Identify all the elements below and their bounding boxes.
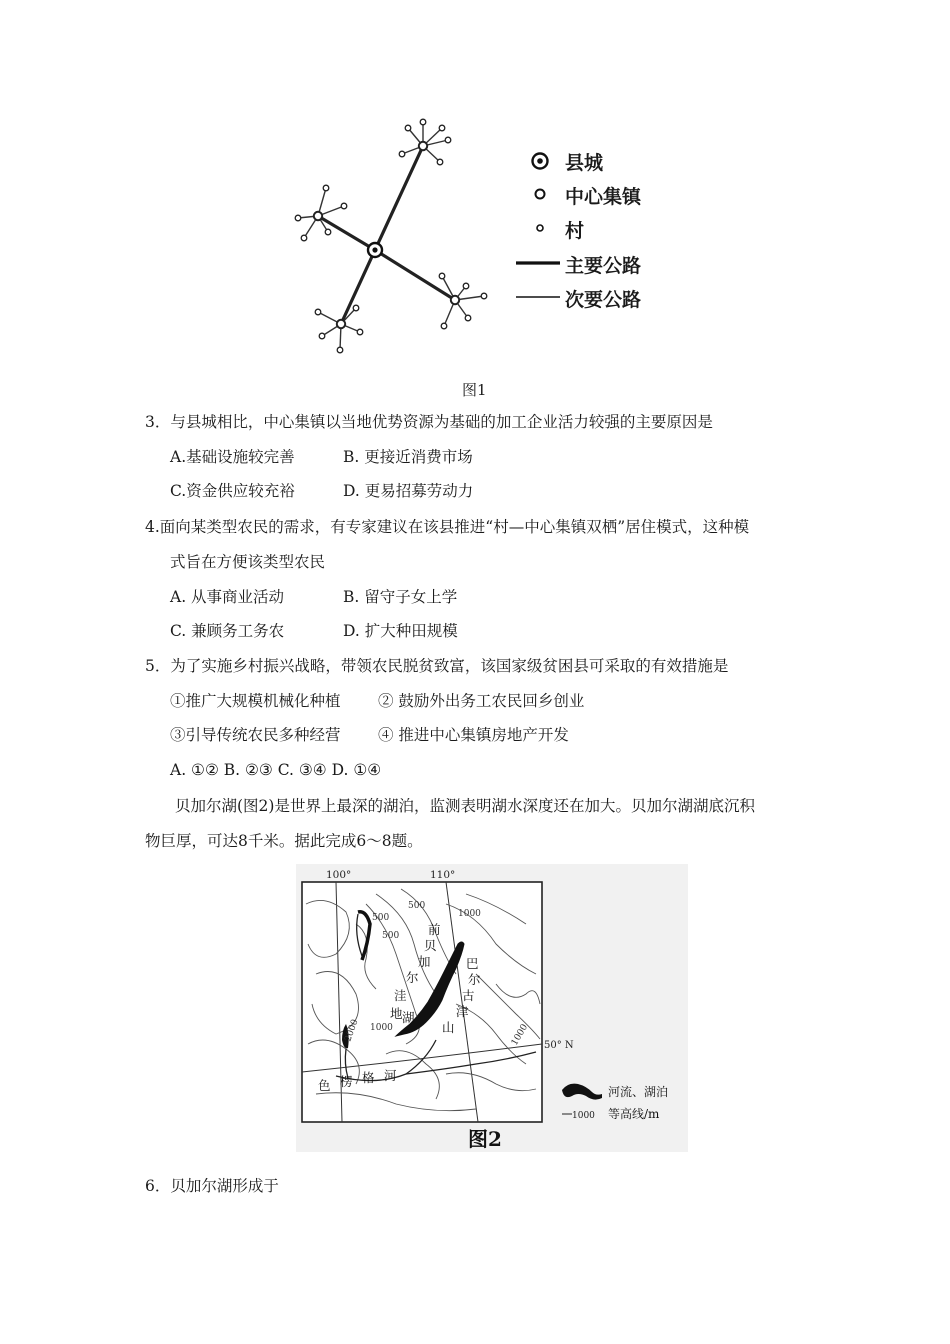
main-road-icon [516, 259, 560, 267]
central-town-ne [419, 142, 427, 150]
lat-50-label: 50° N [544, 1040, 574, 1051]
label-gu: 古 [462, 988, 475, 1003]
q4-option-d: D. 扩大种田规模 [343, 622, 458, 640]
q5-item-4: ④ 推进中心集镇房地产开发 [378, 726, 569, 744]
legend-village: 村 [565, 220, 585, 242]
label-di: 地 [390, 1006, 403, 1021]
q3-stem: 3．与县城相比，中心集镇以当地优势资源为基础的加工企业活力较强的主要原因是 [145, 413, 713, 431]
secondary-road-icon [516, 293, 560, 301]
figure1-caption: 图1 [462, 381, 487, 399]
label-ge: 格 [362, 1070, 375, 1085]
river-lake-legend-icon [562, 1084, 602, 1100]
village-icon [534, 222, 546, 234]
q4-stem-line2: 式旨在方便该类型农民 [170, 553, 326, 571]
lon-100-label: 100° [326, 869, 352, 881]
label-bei: 贝 [424, 938, 437, 953]
q5-item-2: ② 鼓励外出务工农民回乡创业 [378, 692, 585, 710]
main-road-sw [341, 250, 375, 324]
central-town-icon [533, 187, 547, 201]
q6-stem: 6．贝加尔湖形成于 [145, 1177, 279, 1195]
central-town-sw [337, 320, 345, 328]
label-shan: 山 [442, 1020, 455, 1035]
label-qian: 前 [428, 922, 441, 937]
q5-stem: 5．为了实施乡村振兴战略，带领农民脱贫致富，该国家级贫困县可采取的有效措施是 [145, 657, 729, 675]
label-hu: 湖 [402, 1010, 415, 1025]
q3-option-a: A.基础设施较完善 [170, 448, 295, 466]
contour-label: 2000 [343, 1018, 361, 1044]
label-er2: 尔 [468, 972, 481, 987]
q5-item-3: ③引导传统农民多种经营 [170, 726, 341, 744]
contour-label: 500 [382, 931, 400, 941]
contour-label: 1000 [370, 1023, 393, 1033]
q4-option-a: A. 从事商业活动 [170, 588, 285, 606]
intro-line2: 物巨厚，可达8千米。据此完成6～8题。 [145, 832, 423, 850]
main-road-ne [375, 146, 423, 250]
legend-central-town: 中心集镇 [565, 186, 642, 208]
legend-contour: 等高线/m [608, 1107, 660, 1121]
q4-stem-line1: 4.面向某类型农民的需求，有专家建议在该县推进“村—中心集镇双栖”居住模式，这种模 [145, 518, 750, 536]
contour-label: 500 [408, 901, 426, 911]
central-town-nw [314, 212, 322, 220]
label-wa: 洼 [394, 988, 407, 1003]
legend-contour-value: 1000 [572, 1111, 595, 1121]
q3-option-d: D. 更易招募劳动力 [343, 482, 474, 500]
q4-option-c: C. 兼顾务工务农 [170, 622, 285, 640]
q5-item-1: ①推广大规模机械化种植 [170, 692, 341, 710]
figure2-caption: 图2 [468, 1127, 502, 1151]
q3-option-b: B. 更接近消费市场 [343, 448, 473, 466]
q3-option-c: C.资金供应较充裕 [170, 482, 295, 500]
county-town-icon [530, 151, 550, 171]
label-ba: 巴 [466, 956, 479, 971]
label-er: 尔 [406, 970, 419, 985]
contour-label: 500 [372, 913, 390, 923]
contour-label: 1000 [509, 1022, 531, 1048]
label-jia: 加 [418, 954, 431, 969]
lon-110-label: 110° [430, 869, 456, 881]
q4-option-b: B. 留守子女上学 [343, 588, 458, 606]
intro-line1: 贝加尔湖(图2)是世界上最深的湖泊，监测表明湖水深度还在加大。贝加尔湖湖底沉积 [175, 797, 755, 815]
legend-main-road: 主要公路 [565, 255, 642, 277]
label-se: 色 [318, 1078, 331, 1093]
contour-label: 1000 [458, 909, 481, 919]
legend-secondary-road: 次要公路 [565, 289, 642, 311]
figure2-map [296, 864, 688, 1152]
legend-river-lake: 河流、湖泊 [608, 1085, 669, 1099]
central-town-se [451, 296, 459, 304]
legend-county-town: 县城 [565, 152, 604, 174]
q5-answers: A. ①② B. ②③ C. ③④ D. ①④ [170, 761, 382, 779]
label-leng: 楞 [340, 1074, 353, 1089]
label-jin: 津 [456, 1004, 469, 1019]
label-he: 河 [384, 1068, 397, 1083]
figure1-diagram [280, 110, 520, 360]
